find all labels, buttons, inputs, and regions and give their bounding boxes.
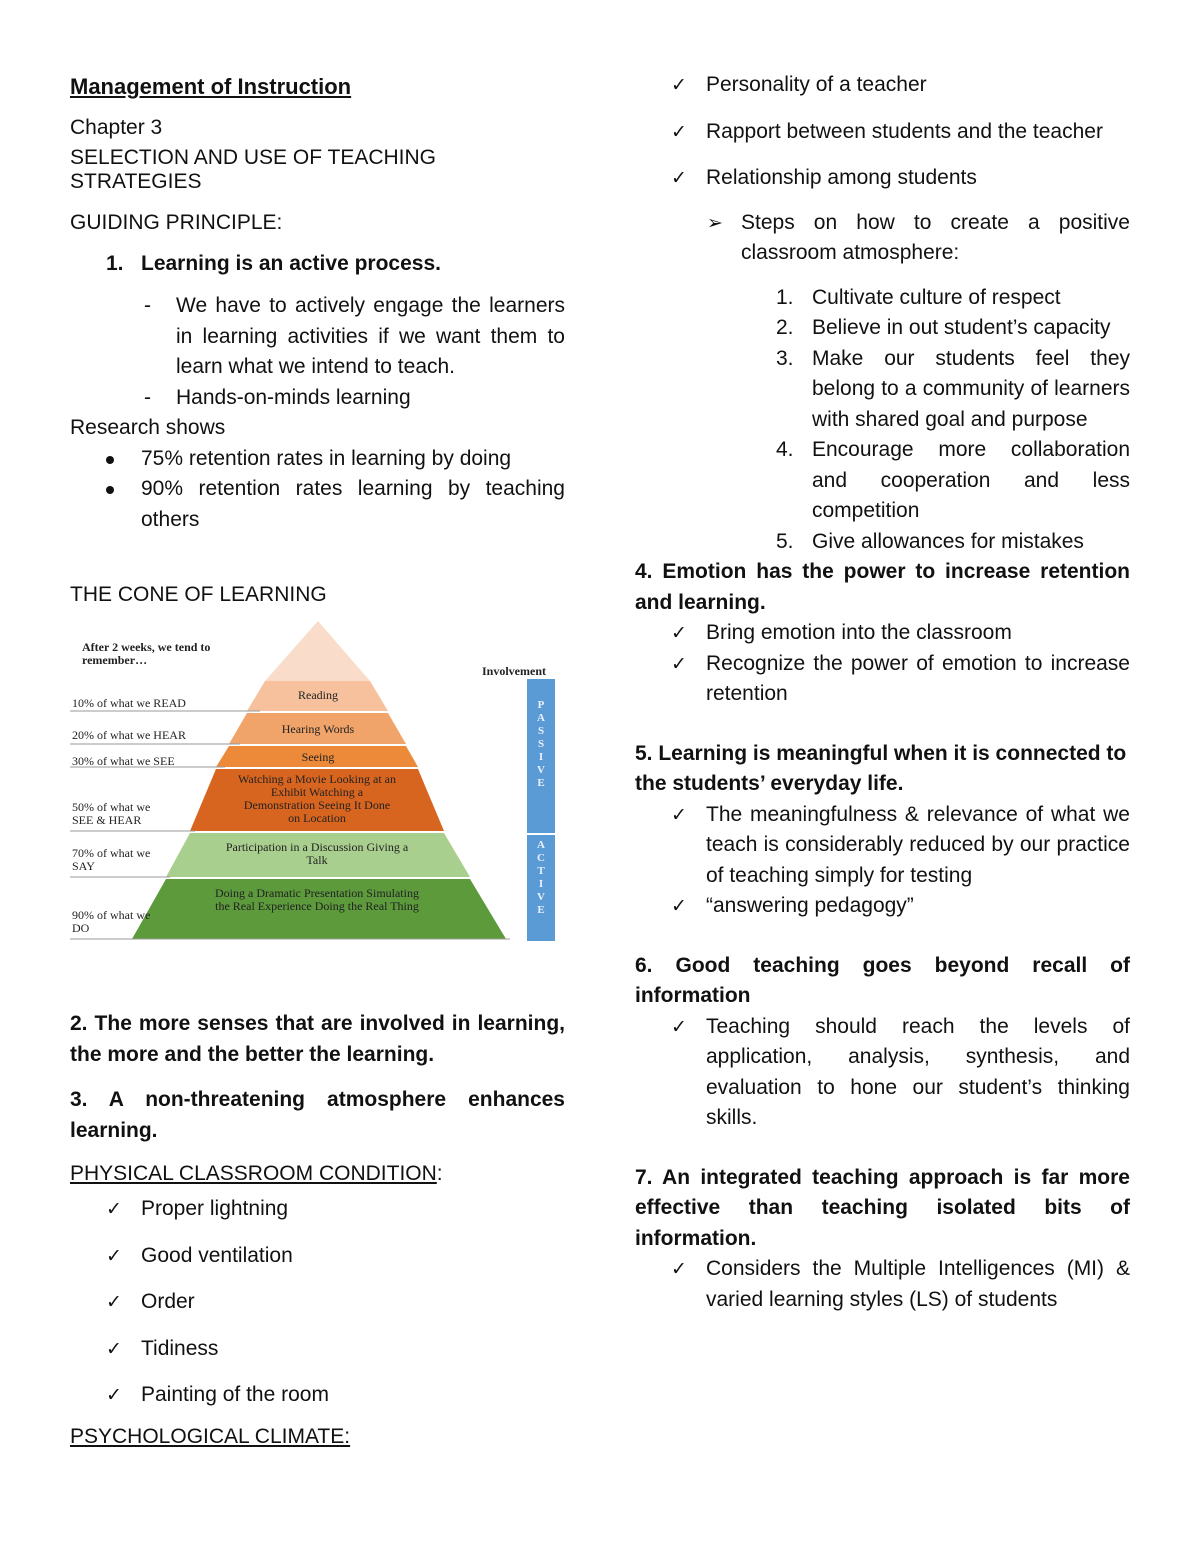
- check-item-text: Tidiness: [141, 1336, 219, 1360]
- passive-text: PASSIVE: [537, 699, 545, 789]
- cone-label-do: 90% of what we DO: [72, 908, 151, 935]
- check-list-item: [70, 1380, 565, 1411]
- principle-1-text: Learning is an active process.: [141, 252, 441, 275]
- cone-of-learning-figure: [70, 615, 560, 945]
- passive-label: [529, 699, 553, 790]
- steps-intro: [635, 208, 1130, 269]
- check-item-text: Order: [141, 1290, 195, 1313]
- check-icon: ✓: [106, 1291, 122, 1313]
- check-item-text: Painting of the room: [141, 1383, 329, 1406]
- principle-4-list: [635, 618, 1130, 710]
- bullet-icon: [106, 456, 114, 464]
- check-icon: ✓: [671, 1258, 687, 1280]
- check-icon: ✓: [671, 74, 687, 96]
- check-icon: ✓: [106, 1244, 122, 1267]
- check-item-text: Considers the Multiple Intelligences (MI) & varied learning styles (LS) of students: [706, 1257, 1130, 1311]
- step-number: 5.: [776, 529, 794, 553]
- check-item-text: Proper lightning: [141, 1197, 289, 1220]
- dash-item-2: [70, 383, 565, 414]
- step-number: 1.: [776, 285, 794, 309]
- check-list-item: [635, 800, 1130, 892]
- principle-3: 3. A non-threatening atmosphere enhances learning.: [70, 1088, 565, 1142]
- check-list-item: [635, 70, 1130, 101]
- step-item: [635, 435, 1130, 527]
- cone-label-read: 10% of what we READ: [72, 696, 186, 710]
- check-list-item: [70, 1334, 565, 1365]
- principle-4: 4. Emotion has the power to increase retention and learning.: [635, 560, 1130, 614]
- step-item: [635, 527, 1130, 558]
- check-item-text: Rapport between students and the teacher: [706, 119, 1103, 143]
- bullet-text: 90% retention rates learning by teaching others: [141, 477, 565, 531]
- cone-top-tier: [265, 621, 370, 681]
- step-number: 2.: [776, 316, 794, 339]
- document-title: Management of Instruction: [70, 74, 352, 99]
- check-list-item: [635, 163, 1130, 194]
- check-icon: ✓: [671, 167, 687, 189]
- bullet-text: 75% retention rates in learning by doing: [141, 446, 512, 470]
- check-icon: ✓: [671, 895, 687, 917]
- tier-watching: Watching a Movie Looking at an Exhibit Watching a Demonstration Seeing It Done on Location: [238, 772, 396, 825]
- bullet-icon: [106, 486, 114, 494]
- arrow-bullet-icon: ➢: [707, 211, 723, 234]
- physical-list: [70, 1194, 565, 1411]
- step-number: 3.: [776, 346, 794, 370]
- steps-list: [635, 283, 1130, 558]
- psych-heading: PSYCHOLOGICAL CLIMATE:: [70, 1424, 351, 1448]
- check-item-text: Recognize the power of emotion to increase retention: [706, 651, 1130, 705]
- bullet-item-1: [70, 444, 565, 475]
- check-list-item: [635, 649, 1130, 710]
- principle-6-list: [635, 1012, 1130, 1134]
- step-text: Make our students feel they belong to a community of learners with shared goal and purpose: [812, 346, 1130, 431]
- check-item-text: The meaningfulness & relevance of what we teach is considerably reduced by our practice of teaching simply for testing: [706, 802, 1130, 887]
- check-list-item: [635, 1012, 1130, 1134]
- research-label: Research shows: [70, 416, 226, 439]
- check-list-item: [635, 1254, 1130, 1315]
- check-list-item: [635, 117, 1130, 148]
- check-item-text: Good ventilation: [141, 1243, 293, 1267]
- cone-title: THE CONE OF LEARNING: [70, 583, 327, 606]
- left-column: [70, 66, 565, 1449]
- chapter-label: Chapter 3: [70, 116, 163, 139]
- check-icon: ✓: [671, 120, 687, 143]
- check-item-text: Bring emotion into the classroom: [706, 621, 1012, 644]
- dash-item-text: Hands-on-minds learning: [176, 385, 411, 409]
- principle-7-list: [635, 1254, 1130, 1315]
- tier-participation: Participation in a Discussion Giving a Talk: [225, 840, 409, 867]
- principle-1: [70, 252, 565, 276]
- check-item-text: Relationship among students: [706, 166, 977, 189]
- check-icon: ✓: [106, 1337, 122, 1360]
- check-icon: ✓: [106, 1384, 122, 1406]
- dash-icon: -: [144, 294, 151, 317]
- physical-heading-colon: :: [436, 1162, 443, 1185]
- principle-2: 2. The more senses that are involved in learning, the more and the better the learning.: [70, 1012, 565, 1066]
- principle-6: 6. Good teaching goes beyond recall of information: [635, 953, 1130, 1007]
- tier-seeing: Seeing: [301, 750, 335, 764]
- steps-intro-text: Steps on how to create a positive classroom atmosphere:: [741, 210, 1130, 264]
- active-label: [529, 839, 553, 917]
- cone-label-say: 70% of what we SAY: [72, 846, 151, 873]
- dash-item-text: We have to actively engage the learners in learning activities if we want them to learn what we intend to teach.: [176, 294, 565, 378]
- physical-heading-text: PHYSICAL CLASSROOM CONDITION: [70, 1162, 437, 1185]
- tier-hearing: Hearing Words: [281, 722, 355, 736]
- right-column: [635, 66, 1130, 1315]
- principle-5: 5. Learning is meaningful when it is connected to the students’ everyday life.: [635, 741, 1127, 795]
- step-number: 4.: [776, 438, 794, 461]
- cone-label-see-hear: 50% of what we SEE & HEAR: [72, 800, 151, 827]
- principle-1-number: 1.: [106, 252, 124, 275]
- step-item: [635, 344, 1130, 436]
- bullet-item-2: [70, 474, 565, 535]
- check-list-item: [635, 891, 1130, 922]
- check-icon: ✓: [671, 652, 687, 675]
- cone-label-see: 30% of what we SEE: [72, 754, 175, 768]
- check-icon: ✓: [671, 622, 687, 644]
- check-list-item: [70, 1194, 565, 1225]
- principle-5-list: [635, 800, 1130, 922]
- cone-label-hear: 20% of what we HEAR: [72, 728, 186, 742]
- check-list-item: [70, 1241, 565, 1272]
- check-list-item: [70, 1287, 565, 1318]
- guiding-principle-label: GUIDING PRINCIPLE:: [70, 211, 283, 234]
- dash-item-1: [70, 291, 565, 383]
- step-text: Believe in out student’s capacity: [812, 316, 1111, 339]
- check-icon: ✓: [106, 1198, 122, 1220]
- check-item-text: Personality of a teacher: [706, 73, 927, 96]
- check-item-text: “answering pedagogy”: [706, 894, 914, 917]
- principle-7: 7. An integrated teaching approach is far more effective than teaching isolated bits of information.: [635, 1165, 1130, 1250]
- tier-reading: Reading: [298, 688, 338, 702]
- step-text: Give allowances for mistakes: [812, 529, 1084, 553]
- check-icon: ✓: [671, 1015, 687, 1038]
- physical-heading: [70, 1162, 565, 1186]
- step-text: Cultivate culture of respect: [812, 285, 1061, 309]
- dash-icon: -: [144, 385, 151, 409]
- step-text: Encourage more collaboration and cooperation and less competition: [812, 438, 1130, 522]
- check-item-text: Teaching should reach the levels of application, analysis, synthesis, and evaluation to hone our student’s thinking skills.: [706, 1014, 1130, 1129]
- cone-intro: After 2 weeks, we tend to remember…: [82, 640, 211, 667]
- check-icon: ✓: [671, 803, 687, 826]
- step-item: [635, 283, 1130, 314]
- involvement-label: Involvement: [482, 664, 546, 678]
- active-text: ACTIVE: [537, 839, 545, 916]
- tier-doing: Doing a Dramatic Presentation Simulating the Real Experience Doing the Real Thing: [215, 886, 419, 913]
- check-list-item: [635, 618, 1130, 649]
- right-check-list: [635, 70, 1130, 194]
- step-item: [635, 313, 1130, 344]
- chapter-heading: SELECTION AND USE OF TEACHING STRATEGIES: [70, 146, 437, 193]
